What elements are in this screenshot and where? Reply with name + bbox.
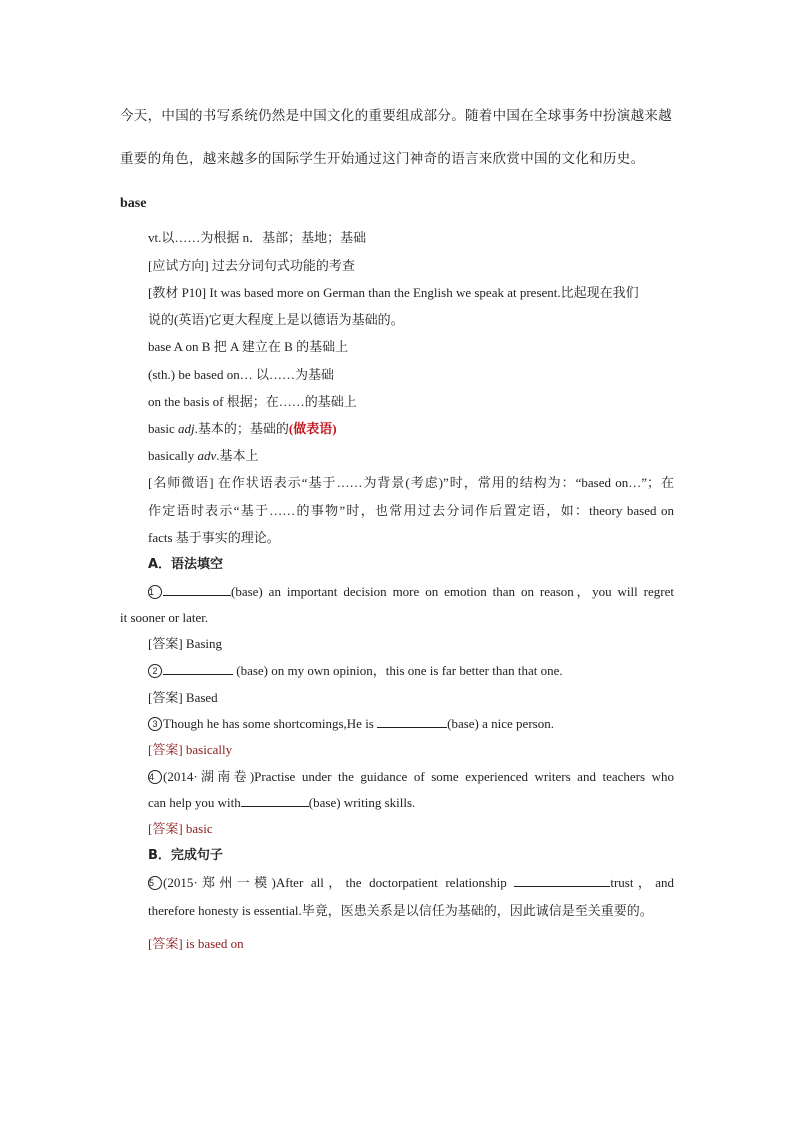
question-1-text-cont: it sooner or later. — [120, 610, 209, 625]
question-number-5: 5 — [148, 876, 162, 890]
question-3 — [148, 715, 554, 733]
basic-usage-tag: (做表语) — [288, 421, 337, 436]
question-number-4: 4 — [148, 770, 162, 784]
basically-word: basically — [148, 448, 198, 463]
textbook-example-line-2: 说的(英语)它更大程度上是以德语为基础的。 — [148, 312, 404, 327]
derivative-basic — [148, 420, 337, 438]
intro-line-2: 重要的角色，越来越多的国际学生开始通过这门神奇的语言来欣赏中国的文化和历史。 — [120, 151, 645, 166]
derivative-basically — [148, 447, 259, 465]
question-4-post: (base) writing skills. — [308, 795, 416, 810]
question-5-pre: (2015·郑州一模)After all，the doctorpatient relationship — [163, 875, 515, 890]
teacher-note-line-2: 作定语时表示“基于……的事物”时，也常用过去分词作后置定语，如：theory based on — [148, 503, 674, 518]
textbook-example-line-1: [教材 P10] It was based more on German than the English we speak at present.比起现在我们 — [148, 285, 639, 300]
phrase-base-a-on-b: base A on B 把 A 建立在 B 的基础上 — [148, 339, 349, 354]
teacher-note-line-1: [名师微语] 在作状语表示“基于……为背景(考虑)”时，常用的结构为：“based on…”；在 — [148, 475, 674, 490]
basically-pos: adv — [197, 448, 217, 463]
question-number-1: 1 — [148, 585, 162, 599]
phrase-on-the-basis-of: on the basis of 根据；在……的基础上 — [148, 394, 357, 409]
answer-blank-5 — [514, 874, 610, 887]
answer-1: [答案] Basing — [148, 636, 223, 651]
question-5 — [148, 874, 674, 892]
answer-5: [答案] is based on — [148, 936, 244, 951]
basic-meaning: .基本的；基础的 — [194, 421, 289, 436]
definition: vt.以……为根据 n．基部；基地；基础 — [148, 230, 367, 245]
question-4-text: (2014·湖南卷)Practise under the guidance of some experienced writers and teachers who — [163, 769, 674, 784]
question-4-cont — [148, 794, 415, 812]
question-5-post: trust，and — [610, 875, 674, 890]
basic-word: basic — [148, 421, 178, 436]
question-number-2: 2 — [148, 664, 162, 678]
answer-2: [答案] Based — [148, 690, 218, 705]
vocab-headword: base — [120, 196, 147, 211]
question-number-3: 3 — [148, 717, 162, 731]
question-3-post: (base) a nice person. — [447, 716, 554, 731]
exam-direction: [应试方向] 过去分词句式功能的考查 — [148, 258, 355, 273]
basically-meaning: .基本上 — [216, 448, 259, 463]
question-2 — [148, 662, 563, 680]
answer-blank-3 — [377, 715, 447, 728]
teacher-note-line-3: facts 基于事实的理论。 — [148, 530, 280, 545]
answer-blank-2 — [163, 662, 233, 675]
question-2-text: (base) on my own opinion，this one is far better than that one. — [233, 663, 563, 678]
question-3-pre: Though he has some shortcomings,He is — [163, 716, 378, 731]
basic-pos: adj — [177, 421, 195, 436]
answer-blank-4 — [241, 794, 309, 807]
question-1-text: (base) an important decision more on emotion than on reason，you will regret — [231, 584, 674, 599]
intro-line-1: 今天，中国的书写系统仍然是中国文化的重要组成部分。随着中国在全球事务中扮演越来越 — [120, 108, 672, 123]
answer-blank-1 — [163, 583, 231, 596]
question-1 — [148, 583, 674, 601]
answer-3: [答案] basically — [148, 742, 233, 757]
section-a-heading: A．语法填空 — [148, 557, 224, 572]
answer-4: [答案] basic — [148, 821, 213, 836]
question-5-cont: therefore honesty is essential.毕竟，医患关系是以信任为基础的，因此诚信是至关重要的。 — [148, 903, 653, 918]
section-b-heading: B．完成句子 — [148, 848, 223, 863]
question-4 — [148, 768, 674, 786]
question-4-pre: can help you with — [148, 795, 241, 810]
phrase-be-based-on: (sth.) be based on… 以……为基础 — [148, 367, 334, 382]
